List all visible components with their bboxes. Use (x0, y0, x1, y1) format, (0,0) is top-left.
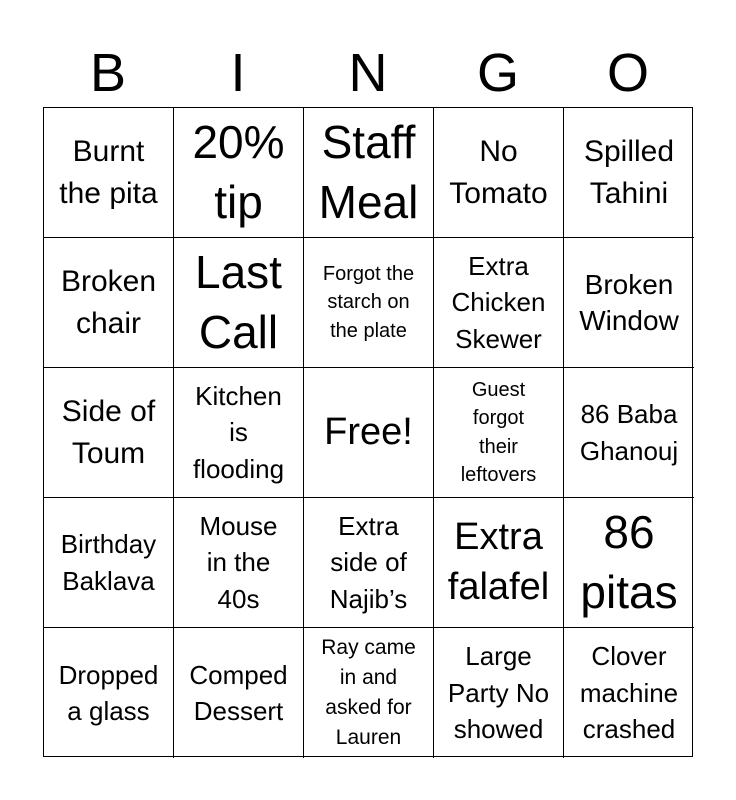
bingo-cell (44, 368, 174, 498)
cell-label: 86 pitas (580, 505, 678, 618)
header-letter-b: B (89, 43, 127, 103)
cell-label: Clover machine crashed (579, 641, 679, 745)
cell-label: Birthday Baklava (60, 529, 157, 596)
bingo-cell (434, 498, 564, 628)
bingo-cell (44, 238, 174, 368)
bingo-cell (564, 238, 694, 368)
cell-label: Broken chair (60, 265, 157, 340)
bingo-cell (304, 108, 434, 238)
bingo-cell (44, 108, 174, 238)
bingo-cell (44, 498, 174, 628)
bingo-cell (174, 368, 304, 498)
cell-label: 20% tip (192, 115, 285, 228)
bingo-cell (304, 238, 434, 368)
bingo-board (43, 107, 693, 757)
cell-label: Kitchen is flooding (192, 380, 285, 484)
cell-label: Forgot the starch on the plate (322, 262, 415, 342)
bingo-cell (44, 628, 174, 758)
cell-label: Extra side of Najib’s (329, 510, 408, 614)
bingo-cell (174, 498, 304, 628)
cell-label: Extra falafel (447, 516, 550, 608)
bingo-cell (564, 108, 694, 238)
bingo-cell (434, 368, 564, 498)
cell-label: Extra Chicken Skewer (451, 250, 546, 354)
bingo-cell (434, 108, 564, 238)
cell-label: Large Party No showed (447, 641, 550, 745)
cell-label: No Tomato (449, 135, 548, 210)
bingo-cell (174, 238, 304, 368)
bingo-cell (174, 108, 304, 238)
bingo-cell (564, 628, 694, 758)
cell-label: 86 Baba Ghanouj (579, 399, 679, 466)
cell-label: Spilled Tahini (583, 135, 675, 210)
header-letter-g: G (476, 43, 519, 103)
cell-label: Guest forgot their leftovers (460, 378, 537, 486)
cell-label: Burnt the pita (59, 135, 158, 210)
header-letter-n: N (348, 43, 388, 103)
header-letter-o: O (606, 43, 649, 103)
bingo-header (43, 40, 693, 106)
cell-label: Staff Meal (318, 115, 419, 228)
cell-label: Mouse in the 40s (199, 510, 278, 614)
cell-label: Side of Toum (61, 395, 156, 470)
free-space-label: Free! (324, 410, 413, 453)
cell-label: Broken Window (579, 268, 679, 336)
cell-label: Comped Dessert (189, 659, 288, 726)
header-letter-i: I (230, 43, 246, 103)
free-space-cell (304, 368, 434, 498)
bingo-cell (304, 498, 434, 628)
bingo-cell (304, 628, 434, 758)
bingo-cell (564, 368, 694, 498)
bingo-cell (434, 628, 564, 758)
cell-label: Last Call (195, 245, 282, 358)
cell-label: Ray came in and asked for Lauren (321, 636, 416, 749)
bingo-cell (564, 498, 694, 628)
cell-label: Dropped a glass (58, 659, 159, 726)
bingo-cell (174, 628, 304, 758)
bingo-cell (434, 238, 564, 368)
